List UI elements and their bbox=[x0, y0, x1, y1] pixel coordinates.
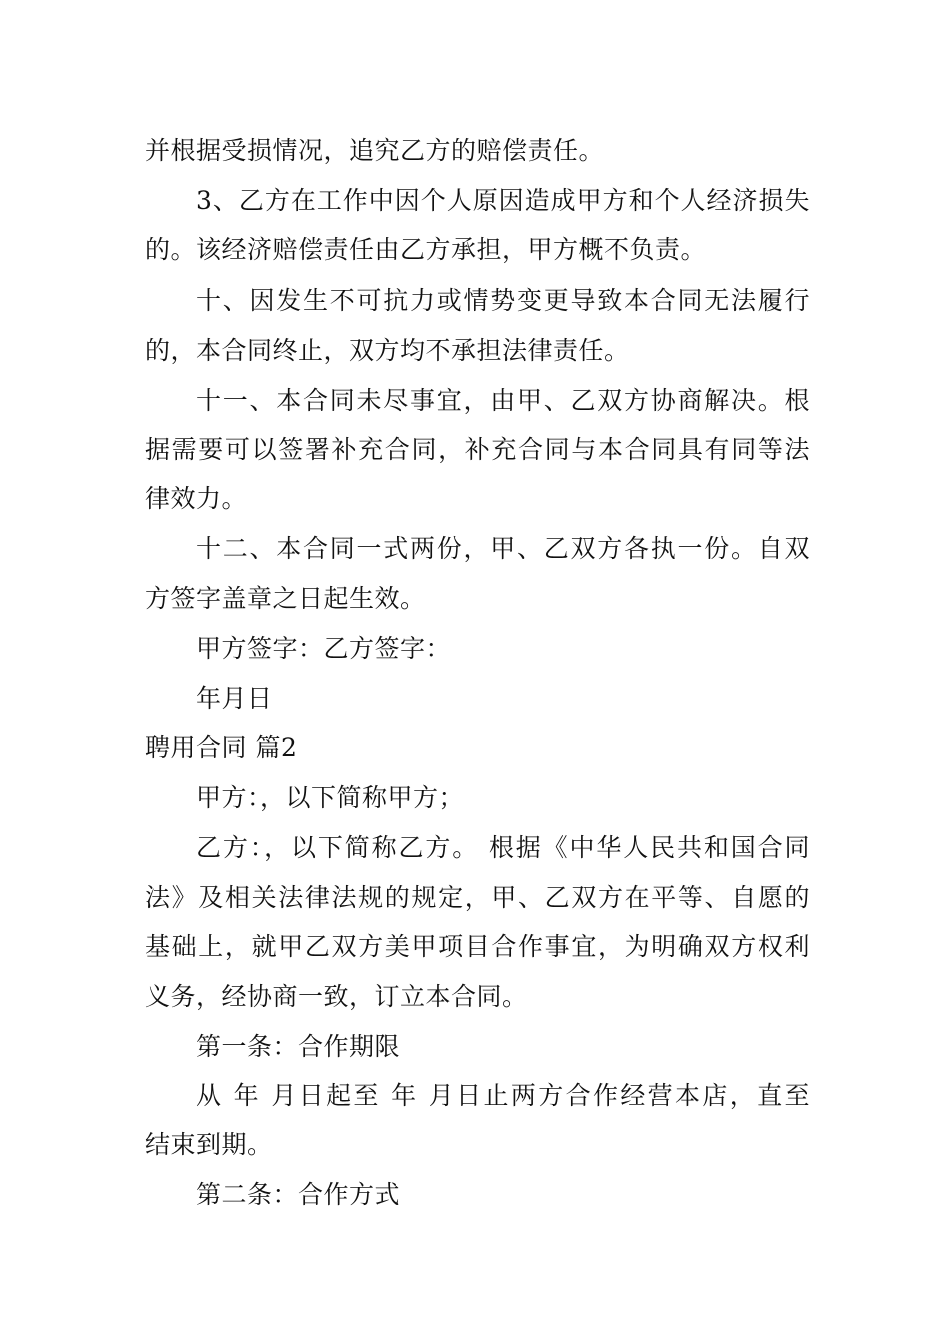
paragraph-line: 据需要可以签署补充合同，补充合同与本合同具有同等法 bbox=[145, 435, 810, 464]
paragraph-line: 结束到期。 bbox=[145, 1130, 273, 1159]
signature-line: 甲方签字：乙方签字： bbox=[196, 634, 452, 663]
paragraph-line: 的。该经济赔偿责任由乙方承担，甲方概不负责。 bbox=[145, 235, 707, 264]
date-line: 年月日 bbox=[196, 684, 273, 713]
paragraph-line: 的，本合同终止，双方均不承担法律责任。 bbox=[145, 336, 630, 365]
paragraph-line: 法》及相关法律法规的规定，甲、乙双方在平等、自愿的 bbox=[145, 883, 810, 912]
paragraph-line: 甲方：，以下简称甲方； bbox=[196, 783, 465, 812]
article-heading: 第一条：合作期限 bbox=[196, 1032, 401, 1061]
paragraph-line: 义务，经协商一致，订立本合同。 bbox=[145, 982, 528, 1011]
paragraph-line: 十一、本合同未尽事宜，由甲、乙双方协商解决。根 bbox=[196, 386, 810, 415]
paragraph-line: 3、乙方在工作中因个人原因造成甲方和个人经济损失 bbox=[196, 186, 810, 215]
section-heading: 聘用合同 篇2 bbox=[145, 733, 298, 762]
article-heading: 第二条：合作方式 bbox=[196, 1180, 401, 1209]
paragraph-line: 从 年 月日起至 年 月日止两方合作经营本店，直至 bbox=[196, 1081, 810, 1110]
paragraph-line: 十、因发生不可抗力或情势变更导致本合同无法履行 bbox=[196, 286, 810, 315]
paragraph-line: 十二、本合同一式两份，甲、乙双方各执一份。自双 bbox=[196, 534, 810, 563]
paragraph-line: 并根据受损情况，追究乙方的赔偿责任。 bbox=[145, 136, 605, 165]
paragraph-line: 方签字盖章之日起生效。 bbox=[145, 584, 426, 613]
paragraph-line: 乙方：，以下简称乙方。 根据《中华人民共和国合同 bbox=[196, 833, 810, 862]
paragraph-line: 基础上，就甲乙双方美甲项目合作事宜，为明确双方权利 bbox=[145, 932, 810, 961]
paragraph-line: 律效力。 bbox=[145, 484, 248, 513]
